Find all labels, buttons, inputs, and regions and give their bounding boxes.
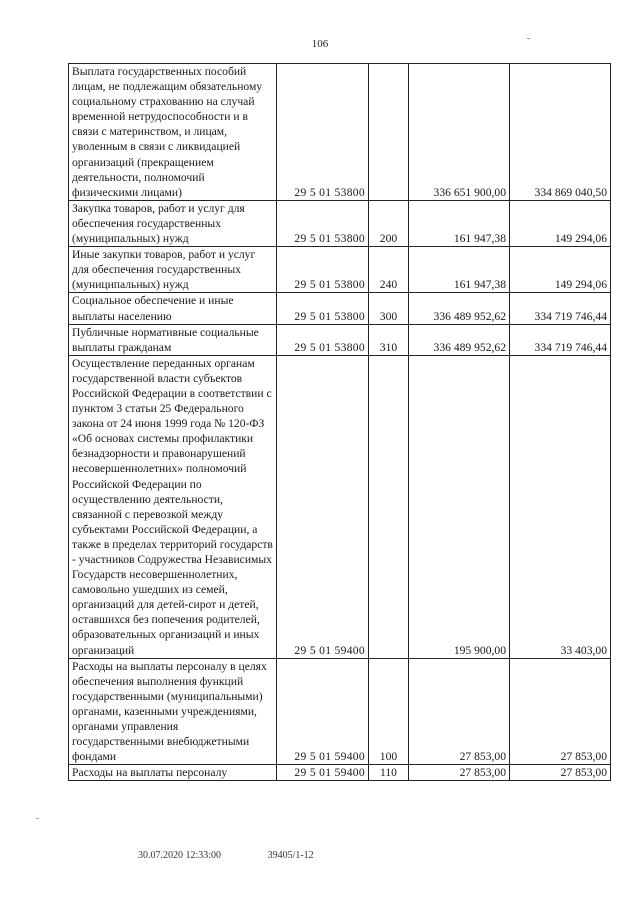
row-code: 29 5 01 59400 xyxy=(277,765,369,781)
row-code: 29 5 01 53800 xyxy=(277,64,369,201)
row-value-2: 27 853,00 xyxy=(510,765,611,781)
table-row xyxy=(69,355,611,658)
row-value-2: 33 403,00 xyxy=(510,355,611,658)
row-value-1: 161 947,38 xyxy=(409,200,510,246)
scan-mark xyxy=(36,818,39,819)
row-value-1: 27 853,00 xyxy=(409,765,510,781)
table-row xyxy=(69,658,611,765)
row-value-1: 161 947,38 xyxy=(409,247,510,293)
row-code: 29 5 01 53800 xyxy=(277,200,369,246)
row-name: Выплата государственных пособий лицам, не подлежащим обязательному социальному страхованию на случай временной нетрудоспособности и в связи с материнством, и лицам, уволенным в связи с ликвидацией организаций (прекращением деятельности, полномочий физическими лицами) xyxy=(69,64,277,201)
row-code: 29 5 01 53800 xyxy=(277,293,369,324)
row-name: Социальное обеспечение и иные выплаты населению xyxy=(69,293,277,324)
row-name: Расходы на выплаты персоналу в целях обеспечения выполнения функций государственными (муниципальными) органами, казенными учреждениями, органами управления государственными внебюджетными фондами xyxy=(69,658,277,765)
row-code: 29 5 01 53800 xyxy=(277,247,369,293)
row-value-1: 336 489 952,62 xyxy=(409,293,510,324)
scan-mark xyxy=(527,38,530,39)
row-name: Закупка товаров, работ и услуг для обеспечения государственных (муниципальных) нужд xyxy=(69,200,277,246)
row-name: Расходы на выплаты персоналу xyxy=(69,765,277,781)
row-value-2: 27 853,00 xyxy=(510,658,611,765)
table-row xyxy=(69,64,611,201)
row-value-1: 336 489 952,62 xyxy=(409,324,510,355)
row-type: 100 xyxy=(369,658,409,765)
row-code: 29 5 01 53800 xyxy=(277,324,369,355)
row-value-2: 334 719 746,44 xyxy=(510,293,611,324)
table-row xyxy=(69,293,611,324)
table-row xyxy=(69,324,611,355)
table-row xyxy=(69,200,611,246)
row-name: Осуществление переданных органам государственной власти субъектов Российской Федерации в соответствии с пунктом 3 статьи 25 Федерального закона от 24 июня 1999 года № 120-ФЗ «Об основах системы профилактики безнадзорности и правонарушений несовершеннолетних» полномочий Российской Федерации по осуществлению деятельности, связанной с перевозкой между субъектами Российской Федерации, а также в пределах территорий государств - участников Содружества Независимых Государств несовершеннолетних, самовольно ушедших из семей, организаций для детей-сирот и детей, оставшихся без попечения родителей, образовательных организаций и иных организаций xyxy=(69,355,277,658)
row-value-2: 149 294,06 xyxy=(510,200,611,246)
page-number: 106 xyxy=(311,38,329,50)
row-name: Публичные нормативные социальные выплаты гражданам xyxy=(69,324,277,355)
row-value-1: 195 900,00 xyxy=(409,355,510,658)
row-type: 110 xyxy=(369,765,409,781)
table-row xyxy=(69,765,611,781)
document-footer xyxy=(138,850,314,861)
row-value-1: 27 853,00 xyxy=(409,658,510,765)
row-value-2: 334 719 746,44 xyxy=(510,324,611,355)
row-type: 300 xyxy=(369,293,409,324)
row-type: 240 xyxy=(369,247,409,293)
footer-timestamp: 30.07.2020 12:33:00 xyxy=(138,850,222,861)
row-value-2: 149 294,06 xyxy=(510,247,611,293)
budget-table xyxy=(68,63,611,781)
row-type xyxy=(369,64,409,201)
table-row xyxy=(69,247,611,293)
row-value-1: 336 651 900,00 xyxy=(409,64,510,201)
row-type: 200 xyxy=(369,200,409,246)
footer-doc-id: 39405/1-12 xyxy=(267,850,314,861)
row-type xyxy=(369,355,409,658)
row-type: 310 xyxy=(369,324,409,355)
row-code: 29 5 01 59400 xyxy=(277,658,369,765)
row-value-2: 334 869 040,50 xyxy=(510,64,611,201)
row-name: Иные закупки товаров, работ и услуг для обеспечения государственных (муниципальных) нужд xyxy=(69,247,277,293)
row-code: 29 5 01 59400 xyxy=(277,355,369,658)
